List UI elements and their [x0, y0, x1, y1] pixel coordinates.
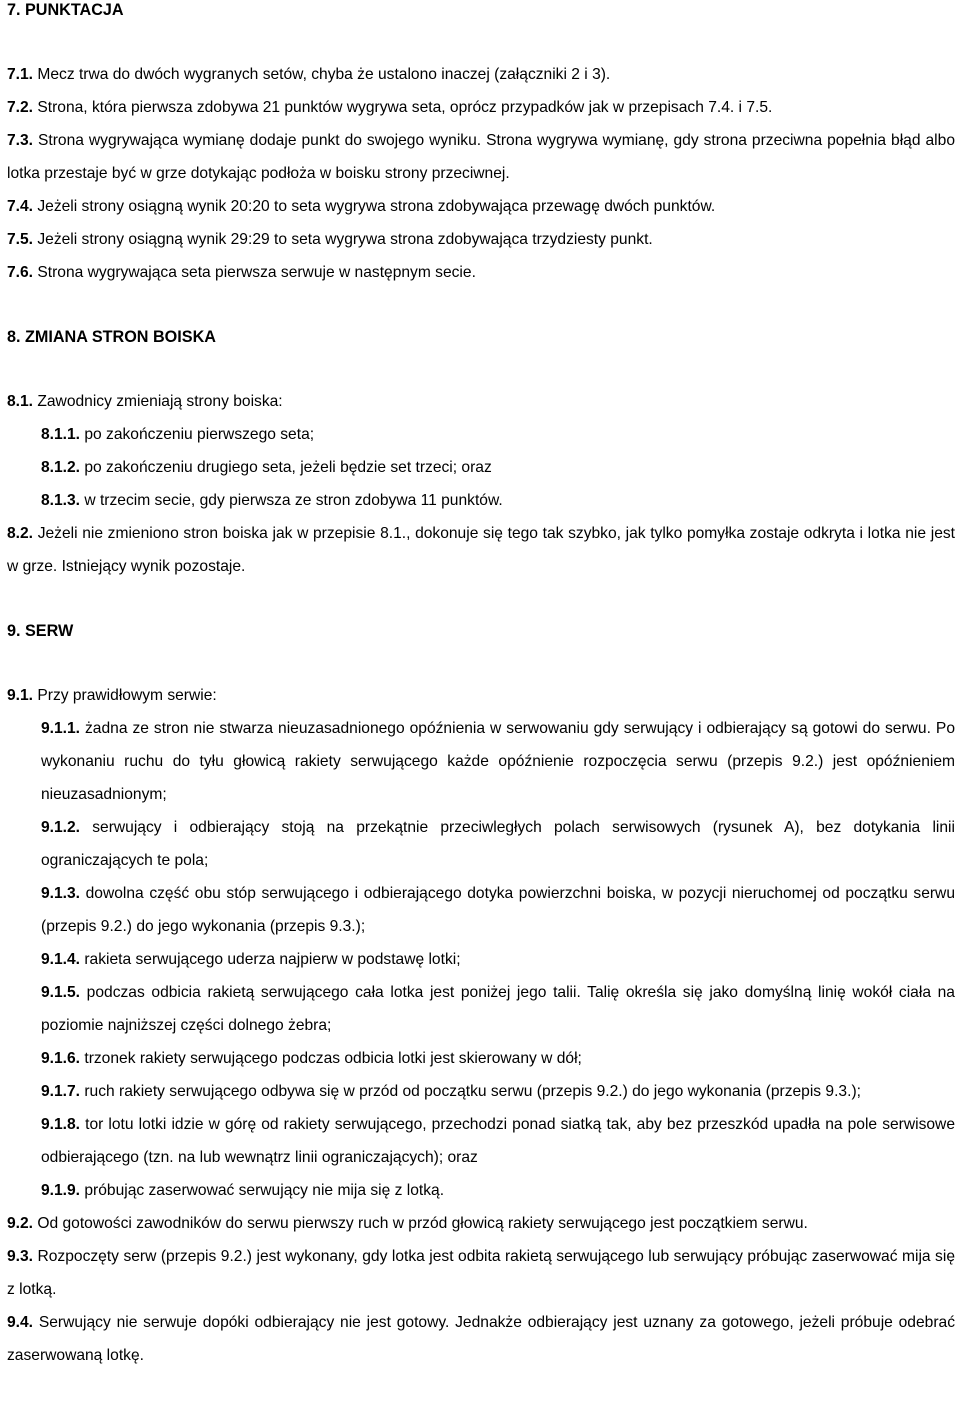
rule-item: [7, 1240, 955, 1306]
rule-item: [7, 1207, 955, 1240]
rule-number: 8.1.1.: [41, 426, 81, 443]
rule-item: [7, 1306, 955, 1372]
rule-number: 7.2.: [7, 99, 34, 116]
rule-text: Od gotowości zawodników do serwu pierwszy ruch w przód głowicą rakiety serwującego jest początkiem serwu.: [37, 1215, 808, 1232]
rule-number: 8.1.: [7, 393, 34, 410]
rule-item: [7, 385, 955, 418]
rule-number: 9.1.3.: [41, 885, 81, 902]
rule-item: [7, 223, 955, 256]
rule-text: Strona wygrywająca seta pierwsza serwuje w następnym secie.: [37, 264, 476, 281]
sub-rule-item: [7, 484, 955, 517]
rule-number: 9.1.6.: [41, 1050, 81, 1067]
rule-text: dowolna część obu stóp serwującego i odbierającego dotyka powierzchni boiska, w pozycji nieruchomej od początku serwu (przepis 9.2.) do jego wykonania (przepis 9.3.);: [41, 885, 955, 935]
rule-number: 7.6.: [7, 264, 34, 281]
rule-number: 8.2.: [7, 525, 34, 542]
rule-text: Strona, która pierwsza zdobywa 21 punktów wygrywa seta, oprócz przypadków jak w przepisach 7.4. i 7.5.: [37, 99, 773, 116]
rule-text: Strona wygrywająca wymianę dodaje punkt do swojego wyniku. Strona wygrywa wymianę, gdy strona przeciwna popełnia błąd albo lotka przestaje być w grze dotykając podłoża w boisku strony przeciwnej.: [7, 132, 955, 182]
rule-text: podczas odbicia rakietą serwującego cała lotka jest poniżej jego talii. Talię określa się jako domyślną linię wokół ciała na poziomie najniższej części dolnego żebra;: [41, 984, 955, 1034]
rule-number: 9.1.1.: [41, 720, 81, 737]
rule-number: 9.1.8.: [41, 1116, 81, 1133]
sub-rule-item: [7, 943, 955, 976]
rule-text: ruch rakiety serwującego odbywa się w przód od początku serwu (przepis 9.2.) do jego wykonania (przepis 9.3.);: [84, 1083, 861, 1100]
rule-text: serwujący i odbierający stoją na przekątnie przeciwległych polach serwisowych (rysunek A), bez dotykania linii ograniczających te pola;: [41, 819, 955, 869]
rule-text: trzonek rakiety serwującego podczas odbicia lotki jest skierowany w dół;: [84, 1050, 582, 1067]
rule-text: tor lotu lotki idzie w górę od rakiety serwującego, przechodzi ponad siatką tak, aby bez przeszkód upadła na pole serwisowe odbierającego (tzn. na lub wewnątrz linii ograniczających); oraz: [41, 1116, 955, 1166]
rule-text: żadna ze stron nie stwarza nieuzasadnionego opóźnienia w serwowaniu gdy serwujący i odbierający są gotowi do serwu. Po wykonaniu ruchu do tyłu głowicą rakiety serwującego każde opóźnienie rozpoczęcia serwu (przepis 9.2.) jest opóźnieniem nieuzasadnionym;: [41, 720, 955, 803]
sub-rule-item: [7, 418, 955, 451]
rule-text: rakieta serwującego uderza najpierw w podstawę lotki;: [84, 951, 461, 968]
section-heading: 8. ZMIANA STRON BOISKA: [7, 328, 216, 346]
rule-text: po zakończeniu drugiego seta, jeżeli będzie set trzeci; oraz: [84, 459, 492, 476]
rule-text: Zawodnicy zmieniają strony boiska:: [37, 393, 283, 410]
rule-number: 8.1.3.: [41, 492, 81, 509]
rule-number: 7.5.: [7, 231, 34, 248]
rule-text: Przy prawidłowym serwie:: [37, 687, 217, 704]
rule-number: 9.1.7.: [41, 1083, 81, 1100]
section-heading: 7. PUNKTACJA: [7, 1, 124, 19]
sub-rule-item: [7, 451, 955, 484]
sub-rule-item: [7, 811, 955, 877]
sub-rule-item: [7, 1108, 955, 1174]
rule-number: 7.1.: [7, 66, 34, 83]
sub-rule-item: [7, 1174, 955, 1207]
section-heading: 9. SERW: [7, 622, 74, 640]
rule-number: 9.1.2.: [41, 819, 81, 836]
rule-number: 9.1.: [7, 687, 34, 704]
rule-number: 7.4.: [7, 198, 34, 215]
rule-text: Mecz trwa do dwóch wygranych setów, chyba że ustalono inaczej (załączniki 2 i 3).: [37, 66, 611, 83]
document-page: [7, 0, 955, 1372]
sub-rule-item: [7, 1042, 955, 1075]
rule-number: 7.3.: [7, 132, 34, 149]
rule-text: po zakończeniu pierwszego seta;: [84, 426, 315, 443]
rule-item: [7, 517, 955, 583]
rule-text: próbując zaserwować serwujący nie mija się z lotką.: [84, 1182, 445, 1199]
rule-number: 9.1.9.: [41, 1182, 81, 1199]
rule-text: Jeżeli strony osiągną wynik 20:20 to seta wygrywa strona zdobywająca przewagę dwóch punktów.: [37, 198, 716, 215]
rule-number: 9.1.4.: [41, 951, 81, 968]
rule-number: 9.1.5.: [41, 984, 81, 1001]
sub-rule-item: [7, 976, 955, 1042]
rule-number: 9.3.: [7, 1248, 34, 1265]
section-punktacja: [7, 0, 955, 289]
rule-text: Jeżeli nie zmieniono stron boiska jak w przepisie 8.1., dokonuje się tego tak szybko, jak tylko pomyłka zostaje odkryta i lotka nie jest w grze. Istniejący wynik pozostaje.: [7, 525, 955, 575]
rule-item: [7, 58, 955, 91]
rule-item: [7, 256, 955, 289]
rule-number: 9.2.: [7, 1215, 34, 1232]
sub-rule-item: [7, 1075, 955, 1108]
rule-item: [7, 190, 955, 223]
rule-item: [7, 91, 955, 124]
rule-item: [7, 124, 955, 190]
section-serw: [7, 615, 955, 1372]
sub-rule-item: [7, 877, 955, 943]
section-zmiana-stron-boiska: [7, 321, 955, 583]
rule-item: [7, 679, 955, 712]
rule-text: Jeżeli strony osiągną wynik 29:29 to seta wygrywa strona zdobywająca trzydziesty punkt.: [37, 231, 653, 248]
rule-number: 9.4.: [7, 1314, 34, 1331]
rule-text: Serwujący nie serwuje dopóki odbierający nie jest gotowy. Jednakże odbierający jest uznany za gotowego, jeżeli próbuje odebrać zaserwowaną lotkę.: [7, 1314, 955, 1364]
sub-rule-item: [7, 712, 955, 811]
rule-text: Rozpoczęty serw (przepis 9.2.) jest wykonany, gdy lotka jest odbita rakietą serwującego lub serwujący próbując zaserwować mija się z lotką.: [7, 1248, 955, 1298]
rule-text: w trzecim secie, gdy pierwsza ze stron zdobywa 11 punktów.: [84, 492, 503, 509]
rule-number: 8.1.2.: [41, 459, 81, 476]
